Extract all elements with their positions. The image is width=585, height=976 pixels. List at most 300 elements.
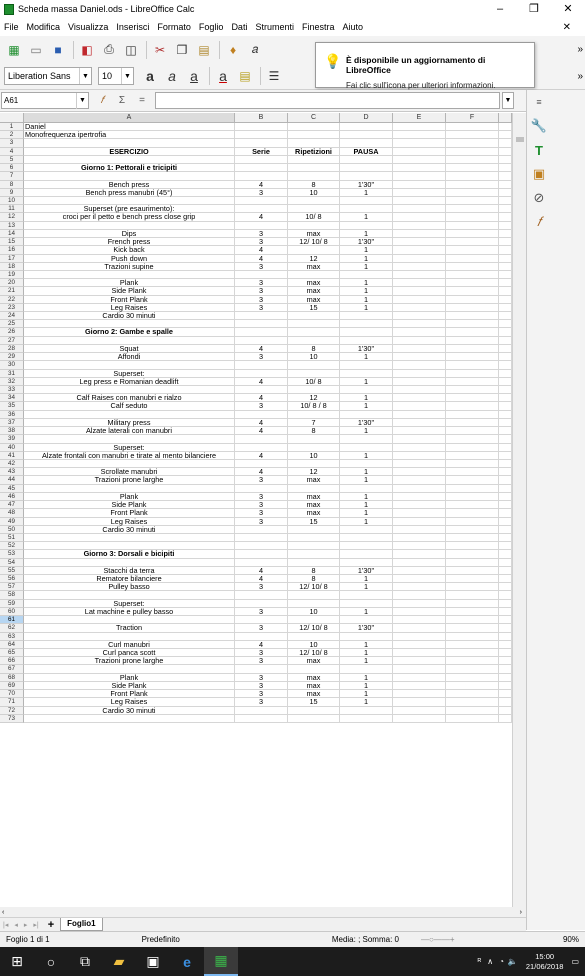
cell-e[interactable] — [393, 518, 446, 526]
cell-b[interactable]: 3 — [235, 279, 288, 287]
row-header[interactable]: 50 — [0, 526, 24, 534]
cell-f[interactable] — [446, 156, 499, 164]
save-icon[interactable]: ■ — [54, 42, 62, 57]
cell-g[interactable] — [499, 674, 512, 682]
cell-a[interactable]: croci per il petto e bench press close grip — [24, 213, 235, 221]
cell-d[interactable]: 1 — [340, 690, 393, 698]
column-header-f[interactable]: F — [446, 113, 499, 123]
update-notification[interactable] — [315, 42, 535, 88]
cell-f[interactable] — [446, 583, 499, 591]
cell-g[interactable] — [499, 657, 512, 665]
cell-f[interactable] — [446, 123, 499, 131]
cell-c[interactable]: max — [288, 501, 340, 509]
cell-a[interactable]: Giorno 1: Pettorali e tricipiti — [24, 164, 235, 172]
function-wizard-icon[interactable]: 𝑓 — [100, 95, 104, 106]
row-header[interactable]: 42 — [0, 460, 24, 468]
cell-e[interactable] — [393, 271, 446, 279]
cell-f[interactable] — [446, 139, 499, 147]
name-box[interactable] — [1, 92, 89, 109]
cell-d[interactable]: 1 — [340, 189, 393, 197]
cell-f[interactable] — [446, 616, 499, 624]
cell-g[interactable] — [499, 493, 512, 501]
cell-b[interactable] — [235, 715, 288, 723]
cell-a[interactable]: Push down — [24, 255, 235, 263]
cell-c[interactable]: max — [288, 296, 340, 304]
row-header[interactable]: 30 — [0, 361, 24, 369]
cell-d[interactable]: 1 — [340, 394, 393, 402]
cell-b[interactable] — [235, 164, 288, 172]
cell-f[interactable] — [446, 287, 499, 295]
cell-b[interactable]: 3 — [235, 583, 288, 591]
cut-icon[interactable]: ✂ — [154, 42, 166, 57]
font-size-box[interactable] — [98, 67, 134, 85]
cell-f[interactable] — [446, 641, 499, 649]
cell-b[interactable]: 3 — [235, 518, 288, 526]
cell-e[interactable] — [393, 682, 446, 690]
cell-e[interactable] — [393, 131, 446, 139]
cell-f[interactable] — [446, 542, 499, 550]
cell-f[interactable] — [446, 378, 499, 386]
cell-f[interactable] — [446, 419, 499, 427]
row-header[interactable]: 35 — [0, 402, 24, 410]
row-header[interactable]: 29 — [0, 353, 24, 361]
functions-icon[interactable]: 𝑓 — [536, 214, 542, 229]
paste-icon[interactable]: ▤ — [198, 42, 210, 57]
row-header[interactable]: 62 — [0, 624, 24, 632]
menu-strumenti[interactable]: Strumenti — [255, 22, 294, 32]
cell-b[interactable]: 4 — [235, 452, 288, 460]
cell-c[interactable] — [288, 328, 340, 336]
row-header[interactable]: 34 — [0, 394, 24, 402]
cell-g[interactable] — [499, 509, 512, 517]
cell-a[interactable]: Lat machine e pulley basso — [24, 608, 235, 616]
menu-finestra[interactable]: Finestra — [301, 22, 335, 32]
cell-g[interactable] — [499, 698, 512, 706]
select-all-corner[interactable] — [0, 113, 24, 123]
cell-g[interactable] — [499, 591, 512, 599]
cell-g[interactable] — [499, 476, 512, 484]
cell-a[interactable]: Front Plank — [24, 509, 235, 517]
italic-icon[interactable]: a — [168, 68, 176, 84]
cell-d[interactable]: 1 — [340, 476, 393, 484]
column-header-b[interactable]: B — [235, 113, 288, 123]
cell-a[interactable]: Leg Raises — [24, 304, 235, 312]
cell-b[interactable]: 4 — [235, 378, 288, 386]
cell-e[interactable] — [393, 509, 446, 517]
cell-a[interactable]: Plank — [24, 493, 235, 501]
cell-f[interactable] — [446, 649, 499, 657]
cell-a[interactable]: Front Plank — [24, 296, 235, 304]
vertical-scrollbar[interactable] — [512, 113, 526, 907]
cell-e[interactable] — [393, 542, 446, 550]
cell-g[interactable] — [499, 255, 512, 263]
cell-d[interactable]: 1 — [340, 296, 393, 304]
cell-b[interactable]: 3 — [235, 189, 288, 197]
row-header[interactable]: 43 — [0, 468, 24, 476]
status-sum[interactable]: Media: ; Somma: 0 — [331, 935, 399, 944]
cell-e[interactable] — [393, 575, 446, 583]
properties-icon[interactable]: 🔧 — [530, 118, 548, 133]
menu-visualizza[interactable]: Visualizza — [68, 22, 109, 32]
cell-a[interactable]: Giorno 3: Dorsali e bicipiti — [24, 550, 235, 558]
cell-b[interactable] — [235, 312, 288, 320]
cell-g[interactable] — [499, 296, 512, 304]
cell-d[interactable] — [340, 435, 393, 443]
cell-b[interactable]: 3 — [235, 674, 288, 682]
cell-b[interactable]: 3 — [235, 493, 288, 501]
cell-d[interactable] — [340, 164, 393, 172]
cell-d[interactable]: 1 — [340, 575, 393, 583]
cell-f[interactable] — [446, 690, 499, 698]
cell-e[interactable] — [393, 238, 446, 246]
cell-d[interactable]: 1 — [340, 246, 393, 254]
cell-f[interactable] — [446, 271, 499, 279]
cell-g[interactable] — [499, 567, 512, 575]
open-folder-icon[interactable]: ▭ — [30, 42, 42, 57]
edge-icon[interactable]: e — [183, 953, 191, 970]
cell-f[interactable] — [446, 468, 499, 476]
cell-g[interactable] — [499, 222, 512, 230]
cell-b[interactable]: 3 — [235, 608, 288, 616]
cell-e[interactable] — [393, 657, 446, 665]
cell-e[interactable] — [393, 468, 446, 476]
cell-c[interactable]: 12/ 10/ 8 — [288, 583, 340, 591]
cell-e[interactable] — [393, 386, 446, 394]
cell-f[interactable] — [446, 534, 499, 542]
row-header[interactable]: 44 — [0, 476, 24, 484]
cell-d[interactable] — [340, 312, 393, 320]
cell-d[interactable]: 1 — [340, 641, 393, 649]
menu-formato[interactable]: Formato — [157, 22, 191, 32]
row-header[interactable]: 67 — [0, 665, 24, 673]
cell-c[interactable]: 8 — [288, 427, 340, 435]
cell-g[interactable] — [499, 534, 512, 542]
cell-e[interactable] — [393, 353, 446, 361]
row-header[interactable]: 6 — [0, 164, 24, 172]
cell-d[interactable]: 1 — [340, 263, 393, 271]
cell-e[interactable] — [393, 583, 446, 591]
cell-e[interactable] — [393, 263, 446, 271]
cell-a[interactable]: Superset (pre esaurimento): — [24, 205, 235, 213]
cell-e[interactable] — [393, 230, 446, 238]
close-window-button[interactable]: ✕ — [563, 3, 573, 15]
cell-d[interactable]: 1 — [340, 304, 393, 312]
cell-e[interactable] — [393, 608, 446, 616]
cell-c[interactable]: 10/ 8 — [288, 378, 340, 386]
menu-file[interactable]: File — [4, 22, 19, 32]
row-header[interactable]: 64 — [0, 641, 24, 649]
cell-d[interactable] — [340, 361, 393, 369]
cell-f[interactable] — [446, 394, 499, 402]
cell-f[interactable] — [446, 698, 499, 706]
cell-e[interactable] — [393, 567, 446, 575]
chevron-up-icon[interactable]: ∧ — [487, 957, 494, 966]
cell-f[interactable] — [446, 255, 499, 263]
cell-f[interactable] — [446, 370, 499, 378]
navigator-icon[interactable]: ⊘ — [533, 190, 545, 205]
row-header[interactable]: 40 — [0, 444, 24, 452]
cell-g[interactable] — [499, 172, 512, 180]
cell-e[interactable] — [393, 328, 446, 336]
row-header[interactable]: 33 — [0, 386, 24, 394]
row-header[interactable]: 26 — [0, 328, 24, 336]
cell-f[interactable] — [446, 707, 499, 715]
cell-g[interactable] — [499, 353, 512, 361]
cell-c[interactable] — [288, 534, 340, 542]
cell-f[interactable] — [446, 452, 499, 460]
cell-e[interactable] — [393, 534, 446, 542]
cell-e[interactable] — [393, 370, 446, 378]
cell-e[interactable] — [393, 411, 446, 419]
menu-inserisci[interactable]: Inserisci — [116, 22, 150, 32]
row-header[interactable]: 15 — [0, 238, 24, 246]
font-color-icon[interactable]: a — [219, 68, 227, 84]
cell-f[interactable] — [446, 328, 499, 336]
row-header[interactable]: 2 — [0, 131, 24, 139]
task-view-icon[interactable]: ⧉ — [80, 953, 90, 969]
cell-d[interactable]: 1 — [340, 427, 393, 435]
cell-c[interactable]: max — [288, 287, 340, 295]
cell-g[interactable] — [499, 148, 512, 156]
row-header[interactable]: 57 — [0, 583, 24, 591]
cell-d[interactable]: 1 — [340, 493, 393, 501]
row-header[interactable]: 73 — [0, 715, 24, 723]
cell-b[interactable] — [235, 320, 288, 328]
row-header[interactable]: 16 — [0, 246, 24, 254]
cell-a[interactable]: Front Plank — [24, 690, 235, 698]
cell-f[interactable] — [446, 427, 499, 435]
formula-input[interactable] — [155, 92, 500, 109]
cell-d[interactable]: 1 — [340, 608, 393, 616]
cell-c[interactable]: 12 — [288, 468, 340, 476]
start-icon[interactable]: ⊞ — [11, 953, 23, 969]
cell-a[interactable]: Plank — [24, 279, 235, 287]
bold-icon[interactable]: a — [146, 68, 154, 84]
cell-f[interactable] — [446, 197, 499, 205]
row-header[interactable]: 59 — [0, 600, 24, 608]
cell-g[interactable] — [499, 608, 512, 616]
cell-f[interactable] — [446, 304, 499, 312]
cell-a[interactable]: Dips — [24, 230, 235, 238]
cell-g[interactable] — [499, 189, 512, 197]
cell-e[interactable] — [393, 460, 446, 468]
cell-f[interactable] — [446, 172, 499, 180]
cell-f[interactable] — [446, 501, 499, 509]
cell-g[interactable] — [499, 550, 512, 558]
toolbar-overflow-chevron[interactable]: » — [577, 70, 583, 82]
cell-a[interactable]: Cardio 30 minuti — [24, 312, 235, 320]
cell-c[interactable]: Ripetizioni — [288, 148, 340, 156]
cell-g[interactable] — [499, 230, 512, 238]
cell-e[interactable] — [393, 493, 446, 501]
cell-a[interactable]: Superset: — [24, 370, 235, 378]
cell-b[interactable] — [235, 156, 288, 164]
cell-c[interactable] — [288, 123, 340, 131]
row-header[interactable]: 23 — [0, 304, 24, 312]
scrollbar-thumb[interactable] — [516, 137, 524, 142]
cell-f[interactable] — [446, 526, 499, 534]
cell-f[interactable] — [446, 550, 499, 558]
cell-b[interactable]: 3 — [235, 657, 288, 665]
cell-e[interactable] — [393, 435, 446, 443]
cell-c[interactable]: 8 — [288, 181, 340, 189]
cell-g[interactable] — [499, 600, 512, 608]
cell-g[interactable] — [499, 386, 512, 394]
cell-c[interactable] — [288, 550, 340, 558]
copy-icon[interactable]: ❐ — [176, 42, 188, 57]
cell-a[interactable]: Leg Raises — [24, 518, 235, 526]
cell-b[interactable]: 3 — [235, 304, 288, 312]
new-document-icon[interactable]: ▦ — [8, 42, 20, 57]
cell-f[interactable] — [446, 205, 499, 213]
expand-formula-icon[interactable]: ▼ — [502, 92, 514, 109]
cell-a[interactable]: Side Plank — [24, 501, 235, 509]
cell-a[interactable]: ESERCIZIO — [24, 148, 235, 156]
cell-f[interactable] — [446, 263, 499, 271]
cell-f[interactable] — [446, 411, 499, 419]
cell-g[interactable] — [499, 485, 512, 493]
row-header[interactable]: 66 — [0, 657, 24, 665]
cell-f[interactable] — [446, 337, 499, 345]
cell-c[interactable] — [288, 435, 340, 443]
cell-e[interactable] — [393, 361, 446, 369]
row-header[interactable]: 45 — [0, 485, 24, 493]
row-header[interactable]: 60 — [0, 608, 24, 616]
clone-formatting-icon[interactable]: ♦ — [229, 42, 237, 57]
cell-d[interactable] — [340, 542, 393, 550]
row-header[interactable]: 3 — [0, 139, 24, 147]
cell-c[interactable] — [288, 707, 340, 715]
cell-d[interactable]: 1'30" — [340, 345, 393, 353]
cell-a[interactable]: Affondi — [24, 353, 235, 361]
cell-e[interactable] — [393, 246, 446, 254]
next-sheet-icon[interactable]: ▸ — [23, 921, 28, 929]
cell-e[interactable] — [393, 715, 446, 723]
cell-d[interactable]: PAUSA — [340, 148, 393, 156]
cell-c[interactable]: 15 — [288, 304, 340, 312]
cell-c[interactable] — [288, 312, 340, 320]
cell-d[interactable]: 1 — [340, 213, 393, 221]
cell-d[interactable]: 1'30" — [340, 419, 393, 427]
row-header[interactable]: 39 — [0, 435, 24, 443]
cell-a[interactable]: Cardio 30 minuti — [24, 707, 235, 715]
cell-e[interactable] — [393, 287, 446, 295]
print-icon[interactable]: ⎙ — [104, 42, 114, 56]
cell-g[interactable] — [499, 328, 512, 336]
file-explorer-icon[interactable]: ▰ — [113, 953, 125, 969]
cell-c[interactable]: max — [288, 674, 340, 682]
cell-f[interactable] — [446, 402, 499, 410]
cell-e[interactable] — [393, 345, 446, 353]
cell-b[interactable] — [235, 361, 288, 369]
cell-f[interactable] — [446, 715, 499, 723]
cell-c[interactable] — [288, 131, 340, 139]
row-header[interactable]: 56 — [0, 575, 24, 583]
row-header[interactable]: 58 — [0, 591, 24, 599]
cell-d[interactable]: 1 — [340, 353, 393, 361]
minimize-button[interactable]: – — [496, 3, 504, 15]
cell-a[interactable]: Superset: — [24, 444, 235, 452]
row-header[interactable]: 55 — [0, 567, 24, 575]
row-header[interactable]: 22 — [0, 296, 24, 304]
cell-f[interactable] — [446, 485, 499, 493]
cell-c[interactable]: 12 — [288, 394, 340, 402]
row-header[interactable]: 37 — [0, 419, 24, 427]
cell-d[interactable]: 1 — [340, 649, 393, 657]
add-sheet-button[interactable]: + — [47, 918, 55, 931]
cell-g[interactable] — [499, 246, 512, 254]
cell-g[interactable] — [499, 468, 512, 476]
cell-b[interactable]: 4 — [235, 427, 288, 435]
cell-d[interactable] — [340, 534, 393, 542]
cell-g[interactable] — [499, 312, 512, 320]
notifications-icon[interactable]: ▭ — [571, 957, 579, 966]
cell-c[interactable]: max — [288, 509, 340, 517]
export-pdf-icon[interactable]: ◧ — [81, 42, 93, 57]
cell-e[interactable] — [393, 624, 446, 632]
cell-e[interactable] — [393, 690, 446, 698]
cell-b[interactable]: 4 — [235, 641, 288, 649]
cell-g[interactable] — [499, 337, 512, 345]
column-header-d[interactable]: D — [340, 113, 393, 123]
cell-g[interactable] — [499, 361, 512, 369]
cell-f[interactable] — [446, 213, 499, 221]
cell-b[interactable]: 3 — [235, 624, 288, 632]
cell-a[interactable]: Trazioni supine — [24, 263, 235, 271]
cell-b[interactable] — [235, 197, 288, 205]
cell-g[interactable] — [499, 518, 512, 526]
cell-c[interactable]: max — [288, 657, 340, 665]
toolbar-overflow-chevron[interactable]: » — [577, 44, 583, 55]
cell-g[interactable] — [499, 444, 512, 452]
cell-c[interactable]: 10/ 8 — [288, 213, 340, 221]
cell-c[interactable] — [288, 542, 340, 550]
cell-e[interactable] — [393, 485, 446, 493]
cell-d[interactable] — [340, 715, 393, 723]
cell-a[interactable]: Alzate frontali con manubri e tirate al mento bilanciere — [24, 452, 235, 460]
cell-f[interactable] — [446, 246, 499, 254]
cell-a[interactable]: Pulley basso — [24, 583, 235, 591]
cell-c[interactable] — [288, 164, 340, 172]
cell-c[interactable]: 12/ 10/ 8 — [288, 238, 340, 246]
network-icon[interactable]: ◔ — [499, 957, 504, 966]
row-header[interactable]: 14 — [0, 230, 24, 238]
cell-b[interactable] — [235, 707, 288, 715]
cell-e[interactable] — [393, 312, 446, 320]
cell-e[interactable] — [393, 550, 446, 558]
row-header[interactable]: 63 — [0, 633, 24, 641]
row-header[interactable]: 53 — [0, 550, 24, 558]
last-sheet-icon[interactable]: ▸| — [33, 921, 39, 929]
zoom-slider[interactable]: —○——+ — [420, 935, 455, 944]
cell-f[interactable] — [446, 189, 499, 197]
cell-b[interactable] — [235, 591, 288, 599]
menu-dati[interactable]: Dati — [231, 22, 248, 32]
cell-b[interactable]: 3 — [235, 263, 288, 271]
row-header[interactable]: 47 — [0, 501, 24, 509]
formula-icon[interactable]: = — [139, 95, 145, 106]
menu-foglio[interactable]: Foglio — [198, 22, 224, 32]
cell-c[interactable]: max — [288, 682, 340, 690]
row-header[interactable]: 8 — [0, 181, 24, 189]
cell-b[interactable]: 4 — [235, 345, 288, 353]
cell-e[interactable] — [393, 139, 446, 147]
cell-b[interactable]: 3 — [235, 402, 288, 410]
cell-f[interactable] — [446, 591, 499, 599]
row-header[interactable]: 65 — [0, 649, 24, 657]
cell-e[interactable] — [393, 279, 446, 287]
cell-e[interactable] — [393, 641, 446, 649]
